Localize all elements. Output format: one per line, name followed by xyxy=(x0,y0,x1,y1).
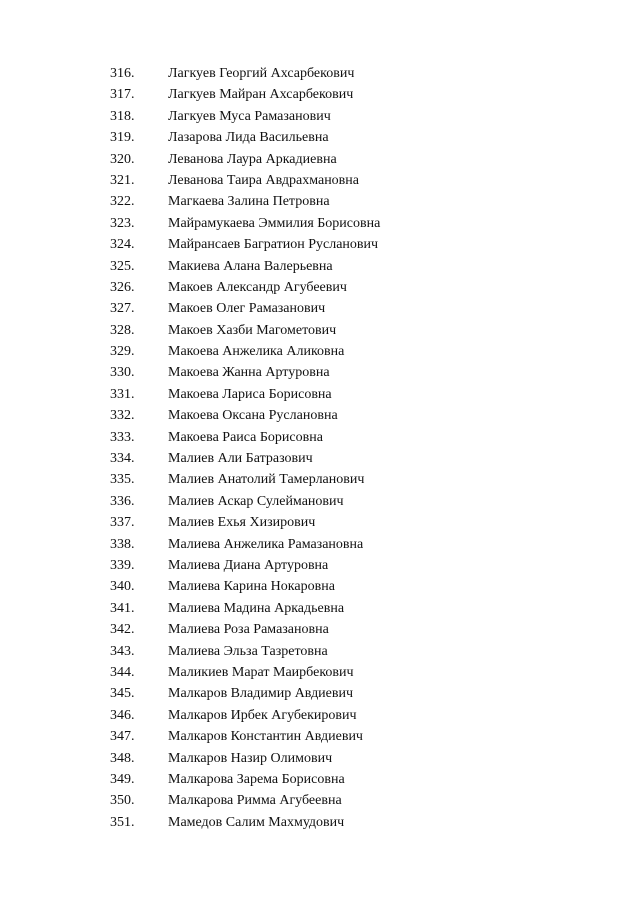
entry-number: 339. xyxy=(110,557,135,573)
list-item xyxy=(110,320,380,341)
entry-name: Малкарова Зарема Борисовна xyxy=(168,771,345,787)
entry-name: Лазарова Лида Васильевна xyxy=(168,130,329,146)
list-item xyxy=(110,769,380,790)
entry-number: 341. xyxy=(110,600,135,616)
entry-name: Малиев Анатолий Тамерланович xyxy=(168,472,365,488)
entry-number: 328. xyxy=(110,322,135,338)
entry-name: Малкаров Владимир Авдиевич xyxy=(168,686,354,702)
entry-number: 342. xyxy=(110,622,135,638)
list-item xyxy=(110,384,380,405)
list-item xyxy=(110,127,380,148)
entry-name: Малиева Анжелика Рамазановна xyxy=(168,536,364,552)
list-item xyxy=(110,106,380,127)
list-item xyxy=(110,448,380,469)
entry-name: Малиев Али Батразович xyxy=(168,451,313,467)
entry-name: Леванова Лаура Аркадиевна xyxy=(168,151,337,167)
entry-name: Магкаева Залина Петровна xyxy=(168,194,330,210)
entry-name: Макиева Алана Валерьевна xyxy=(168,258,333,274)
list-item xyxy=(110,555,380,576)
entry-number: 351. xyxy=(110,814,135,830)
entry-name: Малкарова Римма Агубеевна xyxy=(168,793,342,809)
entry-number: 344. xyxy=(110,664,135,680)
list-item xyxy=(110,598,380,619)
entry-name: Малиев Ехья Хизирович xyxy=(168,515,316,531)
entry-name: Леванова Таира Авдрахмановна xyxy=(168,172,360,188)
list-item xyxy=(110,812,380,833)
entry-number: 330. xyxy=(110,365,135,381)
entry-name: Малиева Эльза Тазретовна xyxy=(168,643,328,659)
entry-number: 319. xyxy=(110,130,135,146)
entry-number: 336. xyxy=(110,493,135,509)
entry-name: Малиева Карина Нокаровна xyxy=(168,579,335,595)
entry-number: 334. xyxy=(110,451,135,467)
entry-number: 347. xyxy=(110,729,135,745)
list-item xyxy=(110,534,380,555)
entry-name: Макоев Олег Рамазанович xyxy=(168,301,326,317)
entry-name: Майрансаев Багратион Русланович xyxy=(168,237,379,253)
entry-number: 317. xyxy=(110,87,135,103)
entry-name: Лагкуев Муса Рамазанович xyxy=(168,108,331,124)
entry-number: 333. xyxy=(110,429,135,445)
list-item xyxy=(110,341,380,362)
entry-name: Малиева Мадина Аркадьевна xyxy=(168,600,345,616)
list-item xyxy=(110,705,380,726)
list-item xyxy=(110,170,380,191)
name-list xyxy=(110,63,380,833)
entry-number: 337. xyxy=(110,515,135,531)
entry-name: Маликиев Марат Маирбекович xyxy=(168,664,354,680)
entry-name: Малиева Роза Рамазановна xyxy=(168,622,329,638)
entry-number: 338. xyxy=(110,536,135,552)
entry-number: 332. xyxy=(110,408,135,424)
list-item xyxy=(110,491,380,512)
entry-name: Малиев Аскар Сулейманович xyxy=(168,493,344,509)
entry-name: Макоева Жанна Артуровна xyxy=(168,365,330,381)
entry-number: 350. xyxy=(110,793,135,809)
entry-number: 329. xyxy=(110,344,135,360)
entry-name: Малкаров Назир Олимович xyxy=(168,750,333,766)
list-item xyxy=(110,427,380,448)
list-item xyxy=(110,662,380,683)
entry-number: 326. xyxy=(110,279,135,295)
list-item xyxy=(110,213,380,234)
entry-number: 327. xyxy=(110,301,135,317)
entry-name: Макоева Лариса Борисовна xyxy=(168,386,332,402)
entry-number: 318. xyxy=(110,108,135,124)
list-item xyxy=(110,512,380,533)
list-item xyxy=(110,576,380,597)
entry-number: 316. xyxy=(110,66,135,81)
list-item xyxy=(110,256,380,277)
list-item xyxy=(110,298,380,319)
entry-number: 322. xyxy=(110,194,135,210)
entry-name: Макоева Оксана Руслановна xyxy=(168,408,338,424)
entry-number: 340. xyxy=(110,579,135,595)
list-item xyxy=(110,683,380,704)
entry-number: 343. xyxy=(110,643,135,659)
entry-number: 323. xyxy=(110,215,135,231)
entry-name: Макоева Анжелика Аликовна xyxy=(168,344,345,360)
list-item xyxy=(110,84,380,105)
entry-name: Мамедов Салим Махмудович xyxy=(168,814,345,830)
entry-number: 348. xyxy=(110,750,135,766)
entry-name: Лагкуев Георгий Ахсарбекович xyxy=(168,66,355,81)
list-item xyxy=(110,277,380,298)
entry-name: Макоев Александр Агубеевич xyxy=(168,279,347,295)
list-item xyxy=(110,234,380,255)
list-item xyxy=(110,149,380,170)
entry-number: 320. xyxy=(110,151,135,167)
entry-number: 325. xyxy=(110,258,135,274)
entry-number: 349. xyxy=(110,771,135,787)
list-item xyxy=(110,63,380,84)
list-item xyxy=(110,748,380,769)
list-item xyxy=(110,726,380,747)
list-item xyxy=(110,405,380,426)
entry-number: 321. xyxy=(110,172,135,188)
entry-number: 331. xyxy=(110,386,135,402)
entry-name: Малкаров Константин Авдиевич xyxy=(168,729,363,745)
list-item xyxy=(110,469,380,490)
entry-number: 346. xyxy=(110,707,135,723)
entry-number: 335. xyxy=(110,472,135,488)
entry-name: Малиева Диана Артуровна xyxy=(168,557,329,573)
list-item xyxy=(110,191,380,212)
list-item xyxy=(110,641,380,662)
entry-name: Малкаров Ирбек Агубекирович xyxy=(168,707,357,723)
entry-name: Макоев Хазби Магометович xyxy=(168,322,337,338)
list-item xyxy=(110,619,380,640)
list-item xyxy=(110,362,380,383)
entry-name: Лагкуев Майран Ахсарбекович xyxy=(168,87,354,103)
list-item xyxy=(110,790,380,811)
entry-name: Майрамукаева Эммилия Борисовна xyxy=(168,215,381,231)
entry-name: Макоева Раиса Борисовна xyxy=(168,429,323,445)
entry-number: 345. xyxy=(110,686,135,702)
entry-number: 324. xyxy=(110,237,135,253)
